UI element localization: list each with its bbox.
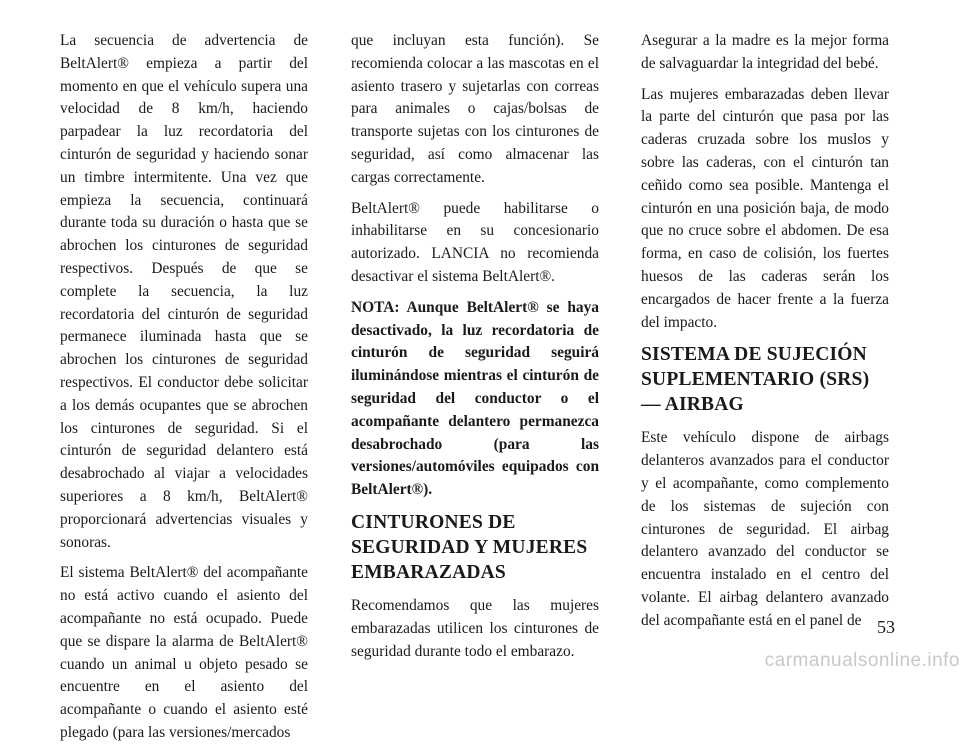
paragraph: BeltAlert® puede habilitarse o inhabilitarse en su concesionario autorizado. LANCIA no recomienda desactivar el sistema BeltAlert®.: [351, 199, 599, 285]
paragraph: El sistema BeltAlert® del acompañante no está activo cuando el asiento del acompañante no está ocupado. Puede que se dispare la alarma de BeltAlert® cuando un animal u objeto pesado se encuentre en el asiento del acompañante o cuando el asiento esté plegado (para las versiones/mercados: [60, 564, 308, 741]
paragraph: Asegurar a la madre es la mejor forma de salvaguardar la integridad del bebé.: [641, 32, 889, 72]
paragraph: La secuencia de advertencia de BeltAlert® empieza a partir del momento en que el vehículo supera una velocidad de 8 km/h, haciendo parpadear la luz recordatoria del cinturón de seguridad y haciendo sonar un timbre intermitente. Una vez que empieza la secuencia, continuará durante toda su duración o hasta que se abrochen los cinturones de seguridad respectivos. Después de que se complete la secuencia, la luz recordatoria del cinturón de seguridad permanece iluminada hasta que se abrochen los cinturones de seguridad respectivos. El conductor debe solicitar a los demás ocupantes que se abrochen los cinturones de seguridad. Si el cinturón de seguridad delantero está desabrochado al viajar a velocidades superiores a 8 km/h, BeltAlert® proporcionará advertencias visuales y sonoras.: [60, 32, 308, 551]
watermark: carmanualsonline.info: [764, 650, 960, 671]
paragraph: Este vehículo dispone de airbags delanteros avanzados para el conductor y el acompañante, como complemento de los sistemas de sujeción con cinturones de seguridad. El airbag delantero avanzado del conductor se encuentra instalado en el centro del volante. El airbag delantero avanzado del acompañante está en el panel de: [641, 429, 889, 629]
paragraph: Las mujeres embarazadas deben llevar la parte del cinturón que pasa por las caderas cruzada sobre los muslos y sobre las caderas, con el cinturón tan ceñido como sea posible. Mantenga el cinturón en una posición baja, de modo que no cruce sobre el abdomen. De esa forma, en caso de colisión, los fuertes huesos de las caderas serán los encargados de hacer frente a la fuerza del impacto.: [641, 85, 889, 331]
paragraph: Recomendamos que las mujeres embarazadas utilicen los cinturones de seguridad durante todo el embarazo.: [351, 596, 599, 660]
text-column-3: [641, 30, 889, 641]
page-number: 53: [877, 617, 895, 637]
text-column-1: [60, 30, 308, 753]
note-paragraph: NOTA: Aunque BeltAlert® se haya desactivado, la luz recordatoria de cinturón de seguridad seguirá iluminándose mientras el cinturón de seguridad del conductor o el acompañante delantero permanezca desabrochado (para las versiones/automóviles equipados con BeltAlert®).: [351, 298, 599, 499]
paragraph: que incluyan esta función). Se recomienda colocar a las mascotas en el asiento trasero y sujetarlas con correas para animales o cajas/bolsas de transporte sujetas con los cinturones de seguridad, así como almacenar las cargas correctamente.: [351, 32, 599, 186]
section-heading: SISTEMA DE SUJECIÓN SUPLEMENTARIO (SRS) — AIRBAG: [641, 344, 870, 416]
section-heading: CINTURONES DE SEGURIDAD Y MUJERES EMBARAZADAS: [351, 511, 588, 583]
text-column-2: [351, 30, 599, 671]
